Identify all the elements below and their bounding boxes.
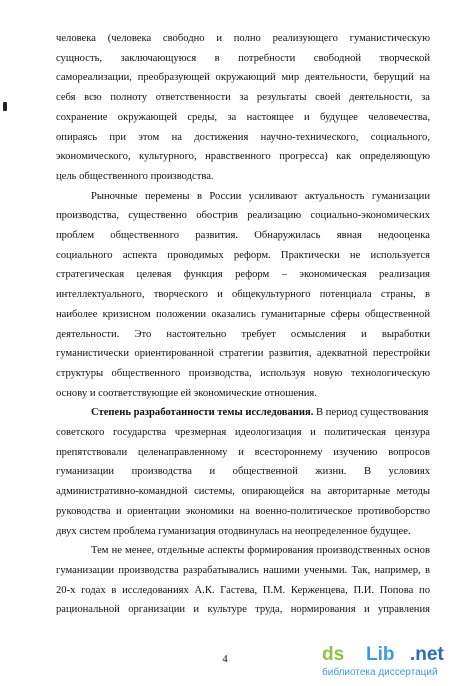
line-text: В период существования: [313, 407, 429, 419]
line-text: гуманизации производства разрабатывались нашими учеными. Так, например, в: [56, 564, 430, 576]
line-text: стратегическая целевая функция реформ – экономическая реализация: [56, 269, 430, 281]
line-text: советского государства чрезмерная идеологизация и политическая цензура: [56, 427, 430, 438]
line-text: экономического, культурного, нравственного прогресса) как определяющую: [56, 151, 430, 163]
line-text: гуманизации производства и общественной жизни. В условиях: [56, 466, 430, 478]
margin-mark: [3, 102, 7, 111]
line-text: сущность, заключающуюся в потребности свободной творческой: [56, 52, 430, 64]
line-text: структуры общественного производства, используя новую технологическую: [56, 367, 430, 379]
line-text: рациональной организации и культуре труда, нормирования и управления: [56, 604, 430, 616]
line-text: административно-командной системы, опирающейся на авторитарные методы: [56, 486, 430, 498]
logo-part-net: .net: [410, 644, 444, 665]
line-text: препятствовали целенаправленному и всестороннему изучению вопросов: [56, 446, 430, 458]
line-text: себя всю полноту ответственности за результаты своей деятельности, за: [56, 92, 430, 104]
line-text: гуманистически ориентированной стратегии развития, адекватной перестройки: [56, 348, 430, 360]
line-text: цель общественного производства.: [56, 170, 214, 182]
line-text: опираясь при этом на достижения научно-технического, социального,: [56, 131, 430, 143]
section-heading: Степень разработанности темы исследования.: [91, 407, 314, 419]
line-text: социального аспекта проводимых реформ. Практически не используется: [56, 249, 430, 261]
line-text: деятельности. Это настоятельно требует осмысления и выработки: [56, 328, 430, 340]
line-text: производства, существенно обострив реализацию социально-экономических: [56, 210, 430, 222]
line-text: Рыночные перемены в России усиливают актуальность гуманизации: [91, 190, 430, 202]
page-number: 4: [222, 654, 228, 665]
logo-part-lib: Lib: [366, 644, 395, 665]
watermark-subtitle: библиотека диссертаций: [322, 667, 438, 678]
line-text: человека (человека свободно и полно реализующего гуманистическую: [56, 33, 430, 44]
dslib-logo: [322, 644, 442, 666]
line-text: проблем общественного развития. Обнаружилась явная недооценка: [56, 230, 430, 241]
line-text: сохранение окружающей среды, за настоящее и будущее человечества,: [56, 111, 430, 123]
line-text: двух систем проблема гуманизация отодвинулась на неопределенное будущее.: [56, 525, 411, 537]
logo-part-ds: ds: [322, 644, 345, 665]
line-text: наиболее кризисном положении оказались гуманитарные сферы общественной: [56, 308, 430, 320]
line-text: интеллектуального, творческого и общекультурного потенциала страны, в: [56, 289, 430, 301]
line-text: самореализации, преобразующей окружающий мир деятельности, берущий на: [56, 72, 430, 84]
dslib-watermark[interactable]: [322, 644, 442, 680]
line-text: основу и соответствующие ей экономические отношения.: [56, 387, 317, 399]
line-text: 20-х годах в исследованиях А.К. Гастева, П.М. Керженцева, П.И. Попова по: [56, 584, 430, 596]
line-text: Тем не менее, отдельные аспекты формирования производственных основ: [91, 545, 430, 557]
line-text: руководства и ориентации экономики на военно-политическое противоборство: [56, 505, 430, 517]
